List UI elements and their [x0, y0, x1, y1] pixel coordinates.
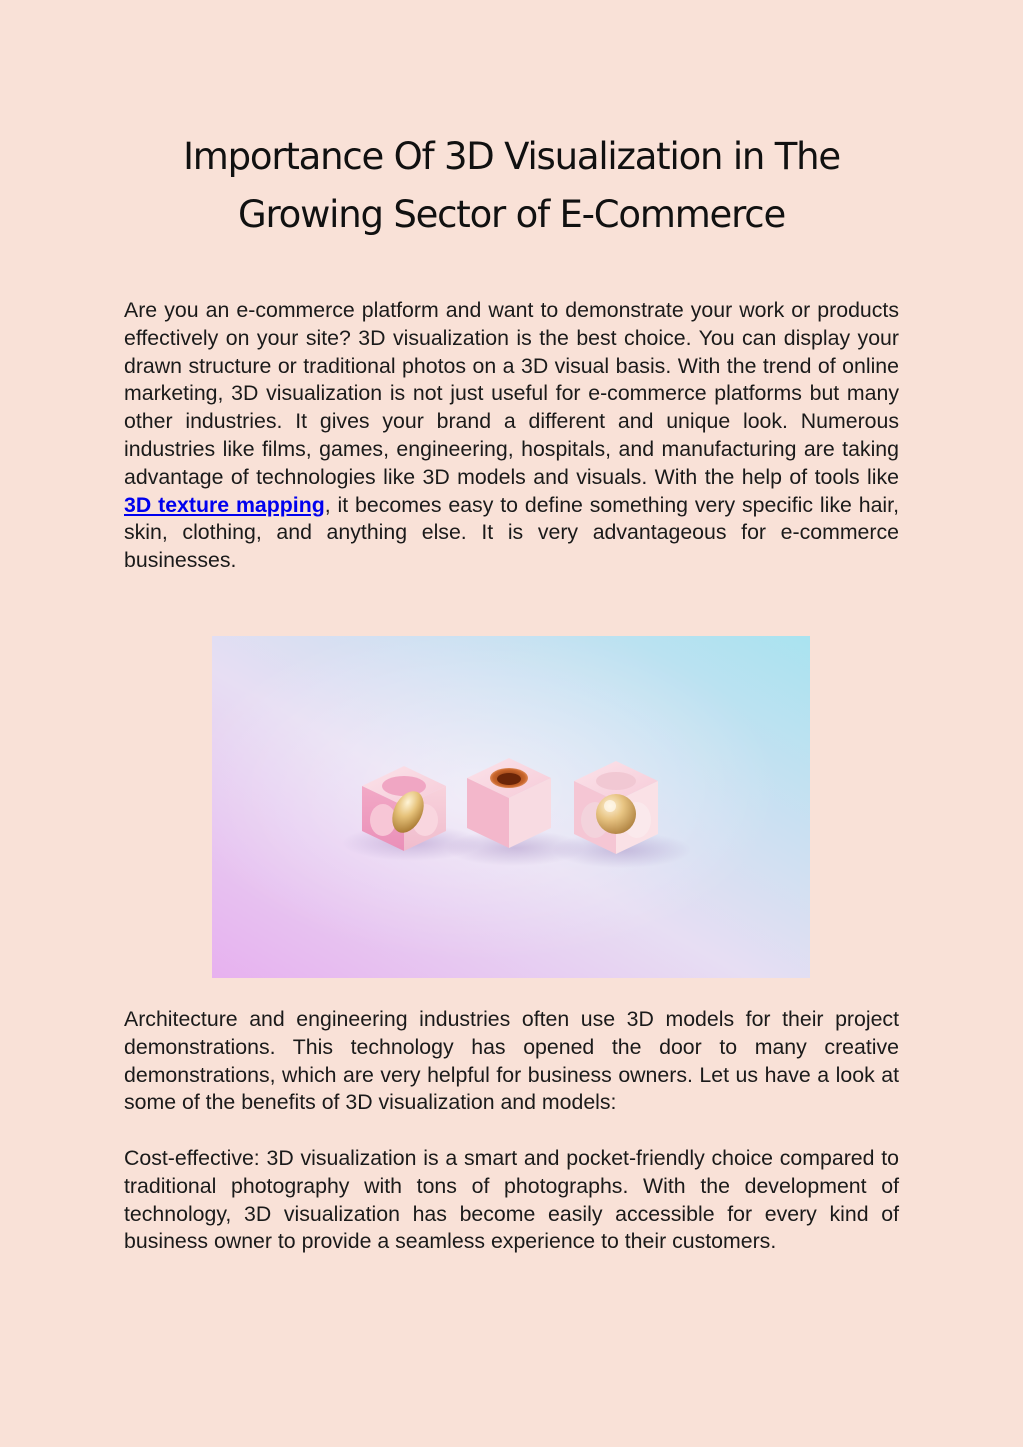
hero-image-3d-cubes	[212, 636, 810, 978]
architecture-paragraph: Architecture and engineering industries often use 3D models for their project demonstrations. This technology has opened the door to many creative demonstrations, which are very helpful for business owners. Let us have a look at some of the benefits of 3D visualization and models:	[124, 1007, 899, 1115]
texture-mapping-link[interactable]: 3D texture mapping	[124, 492, 325, 517]
intro-text-before-link: Are you an e-commerce platform and want to demonstrate your work or products effectively on your site? 3D visualization is the best choice. You can display your drawn structure or traditional photos on a 3D visual basis. With the trend of online marketing, 3D visualization is not just useful for e-commerce platforms but many other industries. It gives your brand a different and unique look. Numerous industries like films, games, engineering, hospitals, and manufacturing are taking advantage of technologies like 3D models and visuals. With the help of tools like	[124, 298, 899, 489]
intro-text-after-link: , it becomes easy to define something very specific like hair, skin, clothing, and anything else. It is very advantageous for e-commerce businesses.	[124, 492, 899, 573]
title-line-2: Growing Sector of E-Commerce	[237, 193, 786, 236]
title-line-1: Importance Of 3D Visualization in The	[183, 135, 840, 178]
document-title	[100, 128, 923, 244]
intro-paragraph	[124, 297, 899, 575]
cost-effective-paragraph: Cost-effective: 3D visualization is a smart and pocket-friendly choice compared to traditional photography with tons of photographs. With the development of technology, 3D visualization has become easily accessible for every kind of business owner to provide a seamless experience to their customers.	[124, 1146, 899, 1254]
